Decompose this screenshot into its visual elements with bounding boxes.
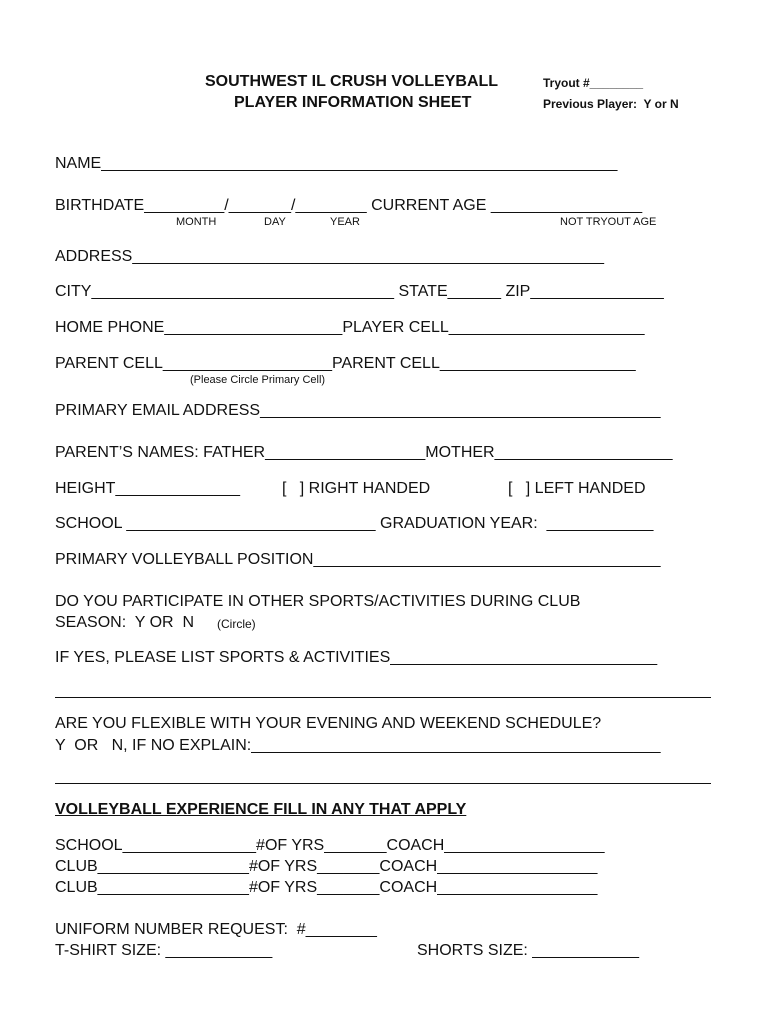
shorts-size-field[interactable]: SHORTS SIZE: ____________ xyxy=(417,942,640,959)
email-field[interactable]: PRIMARY EMAIL ADDRESS_____________________________________________ xyxy=(55,402,661,419)
height-field[interactable]: HEIGHT______________ xyxy=(55,480,241,497)
form-title-line1: SOUTHWEST IL CRUSH VOLLEYBALL xyxy=(205,73,499,90)
school-grad-field[interactable]: SCHOOL ____________________________ GRADUATION YEAR: ____________ xyxy=(55,515,654,532)
other-sports-question: DO YOU PARTICIPATE IN OTHER SPORTS/ACTIVITIES DURING CLUB xyxy=(55,593,581,610)
experience-row-club-2[interactable]: CLUB_________________#OF YRS_______COACH__________________ xyxy=(55,879,598,896)
parent-cell-fields[interactable]: PARENT CELL___________________PARENT CELL______________________ xyxy=(55,355,636,372)
birth-month-label: MONTH xyxy=(176,216,217,228)
name-field[interactable]: NAME__________________________________________________________ xyxy=(55,155,618,172)
tshirt-size-field[interactable]: T-SHIRT SIZE: ____________ xyxy=(55,942,273,959)
list-sports-extra-line[interactable] xyxy=(55,697,711,698)
flexible-explain-field[interactable]: Y OR N, IF NO EXPLAIN:______________________________________________ xyxy=(55,737,661,754)
age-note-label: NOT TRYOUT AGE xyxy=(560,216,657,228)
position-field[interactable]: PRIMARY VOLLEYBALL POSITION_______________________________________ xyxy=(55,551,661,568)
list-sports-field[interactable]: IF YES, PLEASE LIST SPORTS & ACTIVITIES______________________________ xyxy=(55,649,658,666)
city-state-zip-field[interactable]: CITY__________________________________ STATE______ ZIP_______________ xyxy=(55,283,664,300)
explain-extra-line[interactable] xyxy=(55,783,711,784)
address-field[interactable]: ADDRESS_____________________________________________________ xyxy=(55,248,604,265)
birth-year-label: YEAR xyxy=(330,216,360,228)
birth-day-label: DAY xyxy=(264,216,286,228)
left-handed-checkbox[interactable]: [ ] LEFT HANDED xyxy=(508,480,646,497)
previous-player-field[interactable]: Previous Player: Y or N xyxy=(543,97,679,111)
experience-row-club-1[interactable]: CLUB_________________#OF YRS_______COACH__________________ xyxy=(55,858,598,875)
circle-primary-note: (Please Circle Primary Cell) xyxy=(190,374,326,386)
other-sports-yn[interactable]: SEASON: Y OR N xyxy=(55,614,195,631)
birthdate-field[interactable]: BIRTHDATE_________/_______/________ CURRENT AGE _________________ xyxy=(55,197,643,214)
uniform-number-field[interactable]: UNIFORM NUMBER REQUEST: #________ xyxy=(55,921,377,938)
experience-heading: VOLLEYBALL EXPERIENCE FILL IN ANY THAT APPLY xyxy=(55,801,467,818)
phone-fields[interactable]: HOME PHONE____________________PLAYER CELL______________________ xyxy=(55,319,645,336)
tryout-number-field[interactable]: Tryout #________ xyxy=(543,76,644,90)
parent-names-field[interactable]: PARENT’S NAMES: FATHER__________________MOTHER____________________ xyxy=(55,444,673,461)
experience-row-school[interactable]: SCHOOL_______________#OF YRS_______COACH__________________ xyxy=(55,837,605,854)
right-handed-checkbox[interactable]: [ ] RIGHT HANDED xyxy=(282,480,431,497)
circle-note: (Circle) xyxy=(217,617,256,631)
flexible-question: ARE YOU FLEXIBLE WITH YOUR EVENING AND WEEKEND SCHEDULE? xyxy=(55,715,602,732)
form-title-line2: PLAYER INFORMATION SHEET xyxy=(234,94,472,111)
